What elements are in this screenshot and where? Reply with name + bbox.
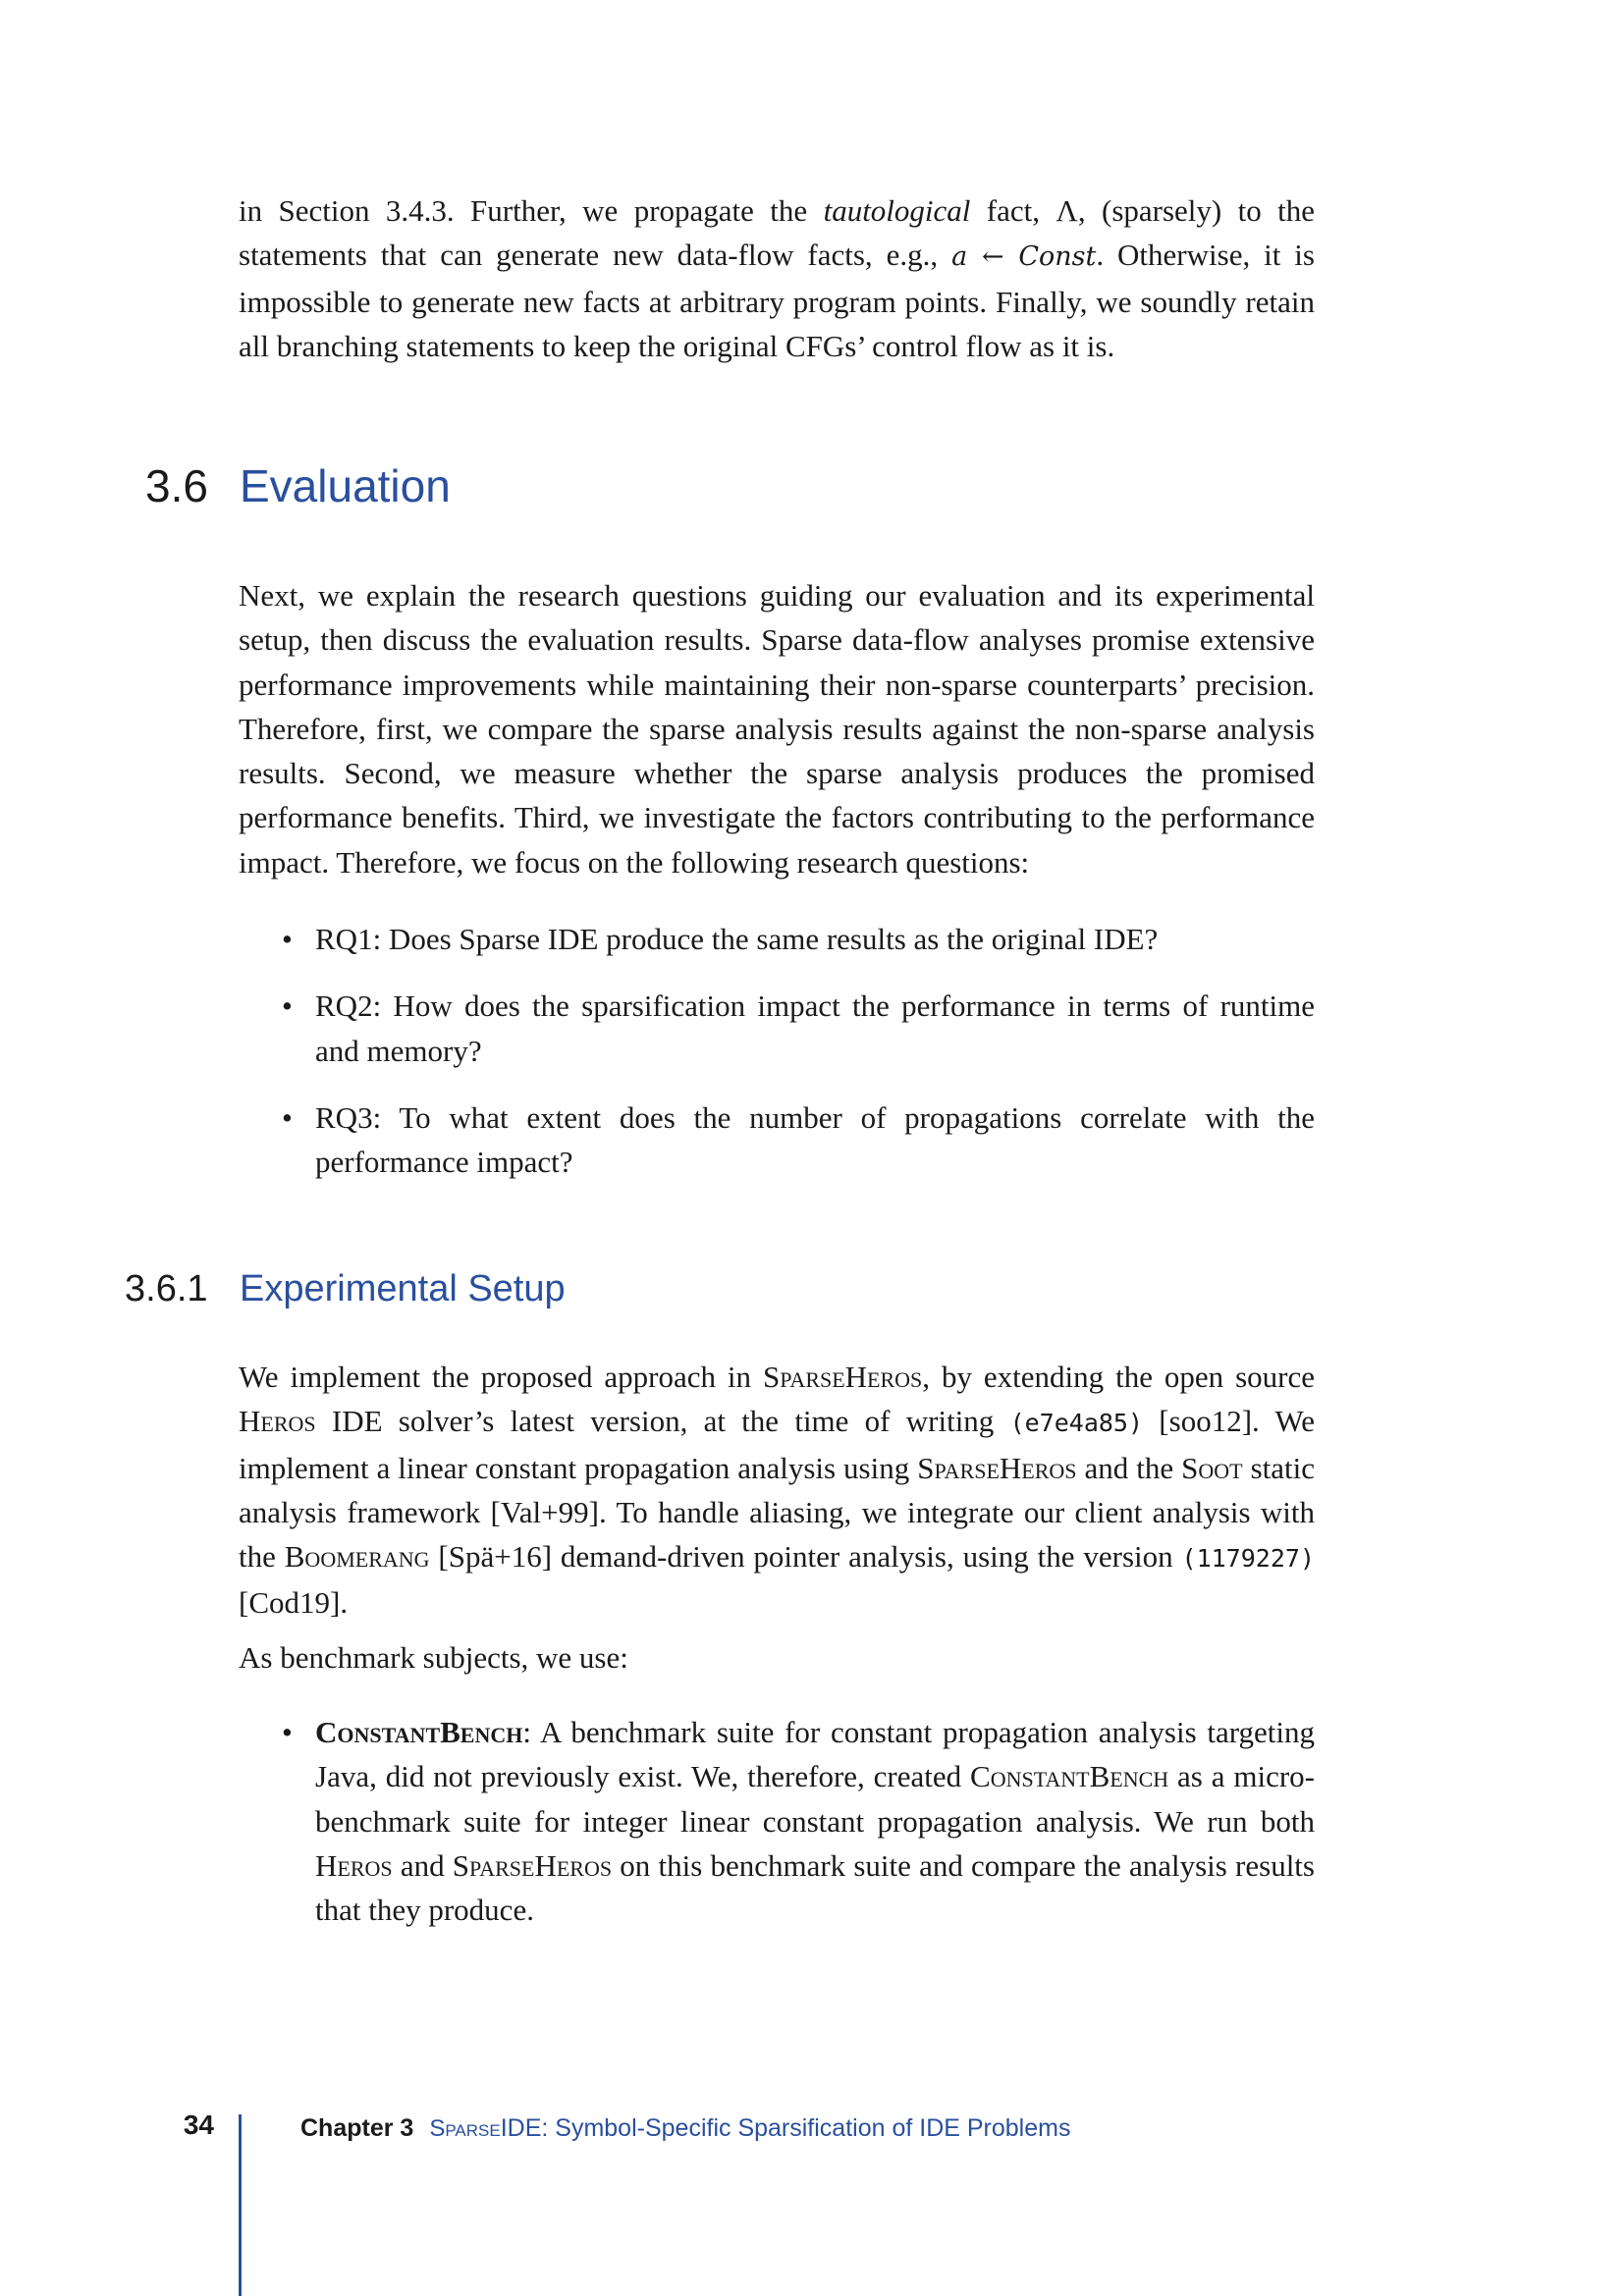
evaluation-paragraph: Next, we explain the research questions guiding our evaluation and its experimental setup, then discuss the evaluation results. Sparse data-flow analyses promise extensive performance improvements while maintaining their non-sparse counterparts’ precision. Therefore, first, we compare the sparse analysis results against the non-sparse analysis results. Second, we measure whether the sparse analysis produces the promised performance benefits. Third, we investigate the factors contributing to the performance impact. Therefore, we focus on the following research questions: — [239, 578, 1315, 880]
tool-name-soot: Soot — [1181, 1450, 1243, 1485]
tool-name-boomerang: Boomerang — [284, 1539, 430, 1575]
setup-paragraph — [239, 1355, 1315, 1626]
chapter-title: IDE: Symbol-Specific Sparsification of IDE Problems — [500, 2114, 1071, 2142]
text-run: and the — [1076, 1450, 1182, 1485]
tool-name-heros: Heros — [315, 1847, 393, 1883]
text-run: [Spä+16] demand-driven pointer analysis, using the version — [429, 1539, 1182, 1575]
text-run: as a micro-benchmark suite for integer linear constant propagation analysis. We run both — [315, 1759, 1315, 1839]
commit-hash: (1179227) — [1181, 1544, 1315, 1574]
page-number: 34 — [183, 2109, 214, 2140]
tool-name-sparseheros: SparseHeros — [452, 1847, 613, 1883]
tool-name-heros: Heros — [239, 1404, 316, 1439]
section-title: Evaluation — [240, 460, 451, 511]
footer-rule — [239, 2114, 242, 2296]
text-run: and — [392, 1847, 453, 1883]
tool-name-sparseheros: SparseHeros — [762, 1360, 923, 1394]
commit-hash: (e7e4a85) — [1009, 1409, 1144, 1438]
text-run: [soo12]. We implement a linear constant propagation analysis using — [239, 1404, 1315, 1485]
section-number: 3.6 — [145, 460, 208, 511]
list-item: • RQ2: How does the sparsification impact the performance in terms of runtime and memory? — [239, 984, 1315, 1073]
text-run: , by extending the open source — [922, 1360, 1316, 1394]
text-run: on this benchmark suite and compare the analysis results that they produce. — [315, 1847, 1315, 1928]
subsection-title: Experimental Setup — [240, 1268, 566, 1309]
text-run: static analysis framework [Val+99]. To handle aliasing, we integrate our client analysis with the — [239, 1450, 1315, 1575]
subsection-number: 3.6.1 — [125, 1268, 208, 1309]
text-run: IDE solver’s latest version, at the time of writing — [315, 1404, 1010, 1439]
text-run: fact, Λ, (sparsely) to the statements that can generate new data-flow facts, e.g., — [239, 193, 1315, 273]
benchmark-list — [239, 1710, 1315, 1932]
math-var-a: a — [951, 241, 968, 273]
text-run: : A benchmark suite for constant propagation analysis targeting Java, did not previously exist. We, therefore, created — [315, 1715, 1315, 1794]
benchmark-name: ConstantBench — [970, 1759, 1169, 1794]
list-item — [239, 1710, 1315, 1932]
text-run: . Otherwise, it is impossible to generate new facts at arbitrary program points. Finally, we soundly retain all branching statements to keep the original CFGs’ control flow as it is. — [239, 238, 1315, 363]
math-arrow: ← — [967, 241, 1019, 273]
research-questions-list — [239, 917, 1315, 1184]
text-run: We implement the proposed approach in — [239, 1360, 763, 1394]
emphasis-tautological: tautological — [823, 193, 971, 228]
benchmark-name: ConstantBench — [315, 1715, 523, 1749]
list-item: • RQ1: Does Sparse IDE produce the same results as the original IDE? — [239, 917, 1315, 961]
text-run: [Cod19]. — [239, 1585, 349, 1621]
chapter-label: Chapter 3 — [300, 2114, 414, 2142]
chapter-title-sc: Sparse — [429, 2115, 501, 2142]
intro-paragraph — [239, 188, 1315, 368]
benchmark-intro: As benchmark subjects, we use: — [239, 1640, 628, 1675]
text-run: in Section 3.4.3. Further, we propagate the — [239, 193, 824, 228]
tool-name-sparseheros: SparseHeros — [917, 1450, 1077, 1485]
running-footer — [300, 2114, 1070, 2143]
math-const: Const — [1018, 241, 1097, 273]
list-item: • RQ3: To what extent does the number of propagations correlate with the performance impact? — [239, 1095, 1315, 1185]
